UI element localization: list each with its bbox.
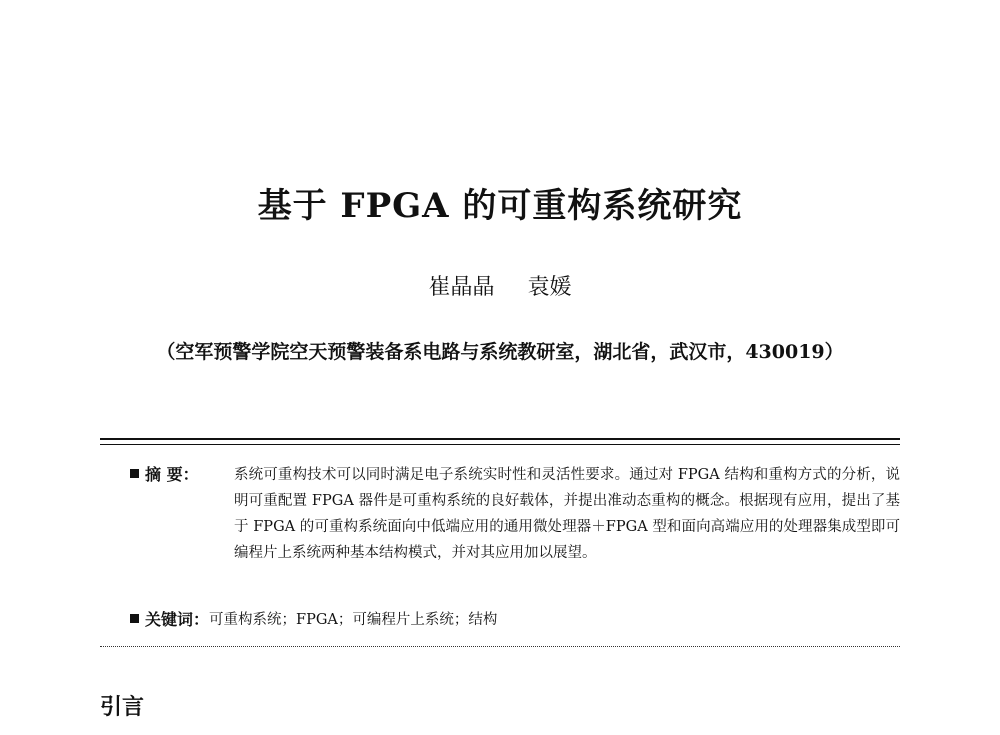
- divider-thick: [100, 438, 900, 440]
- section-heading: 引言: [100, 695, 145, 720]
- paper-title: 基于 FPGA 的可重构系统研究: [257, 186, 743, 226]
- author-name: 崔晶晶: [428, 275, 495, 300]
- abstract-label-text: 摘 要：: [145, 465, 199, 484]
- author-list: [0, 270, 1000, 301]
- keywords-label: [130, 607, 209, 633]
- abstract-label: [130, 462, 234, 566]
- keywords-block: [130, 607, 900, 633]
- keywords-text: 可重构系统；FPGA；可编程片上系统；结构: [209, 612, 498, 628]
- divider-dotted: [100, 646, 900, 647]
- keywords-label-text: 关键词：: [145, 610, 210, 629]
- abstract-block: [130, 462, 900, 566]
- abstract-text: 系统可重构技术可以同时满足电子系统实时性和灵活性要求。通过对 FPGA 结构和重构方式的分析，说明可重配置 FPGA 器件是可重构系统的良好载体，并提出准动态重构的概念。根据现有应用，提出了基于 FPGA 的可重构系统面向中低端应用的通用微处理器＋FPGA 型和面向高端应用的处理器集成型即可编程片上系统两种基本结构模式，并对其应用加以展望。: [234, 467, 900, 561]
- divider-thin: [100, 444, 900, 445]
- bullet-square-icon: [130, 469, 139, 478]
- author-name: 袁媛: [527, 275, 572, 300]
- bullet-square-icon: [130, 614, 139, 623]
- affiliation: （空军预警学院空天预警装备系电路与系统教研室，湖北省，武汉市，430019）: [156, 341, 844, 363]
